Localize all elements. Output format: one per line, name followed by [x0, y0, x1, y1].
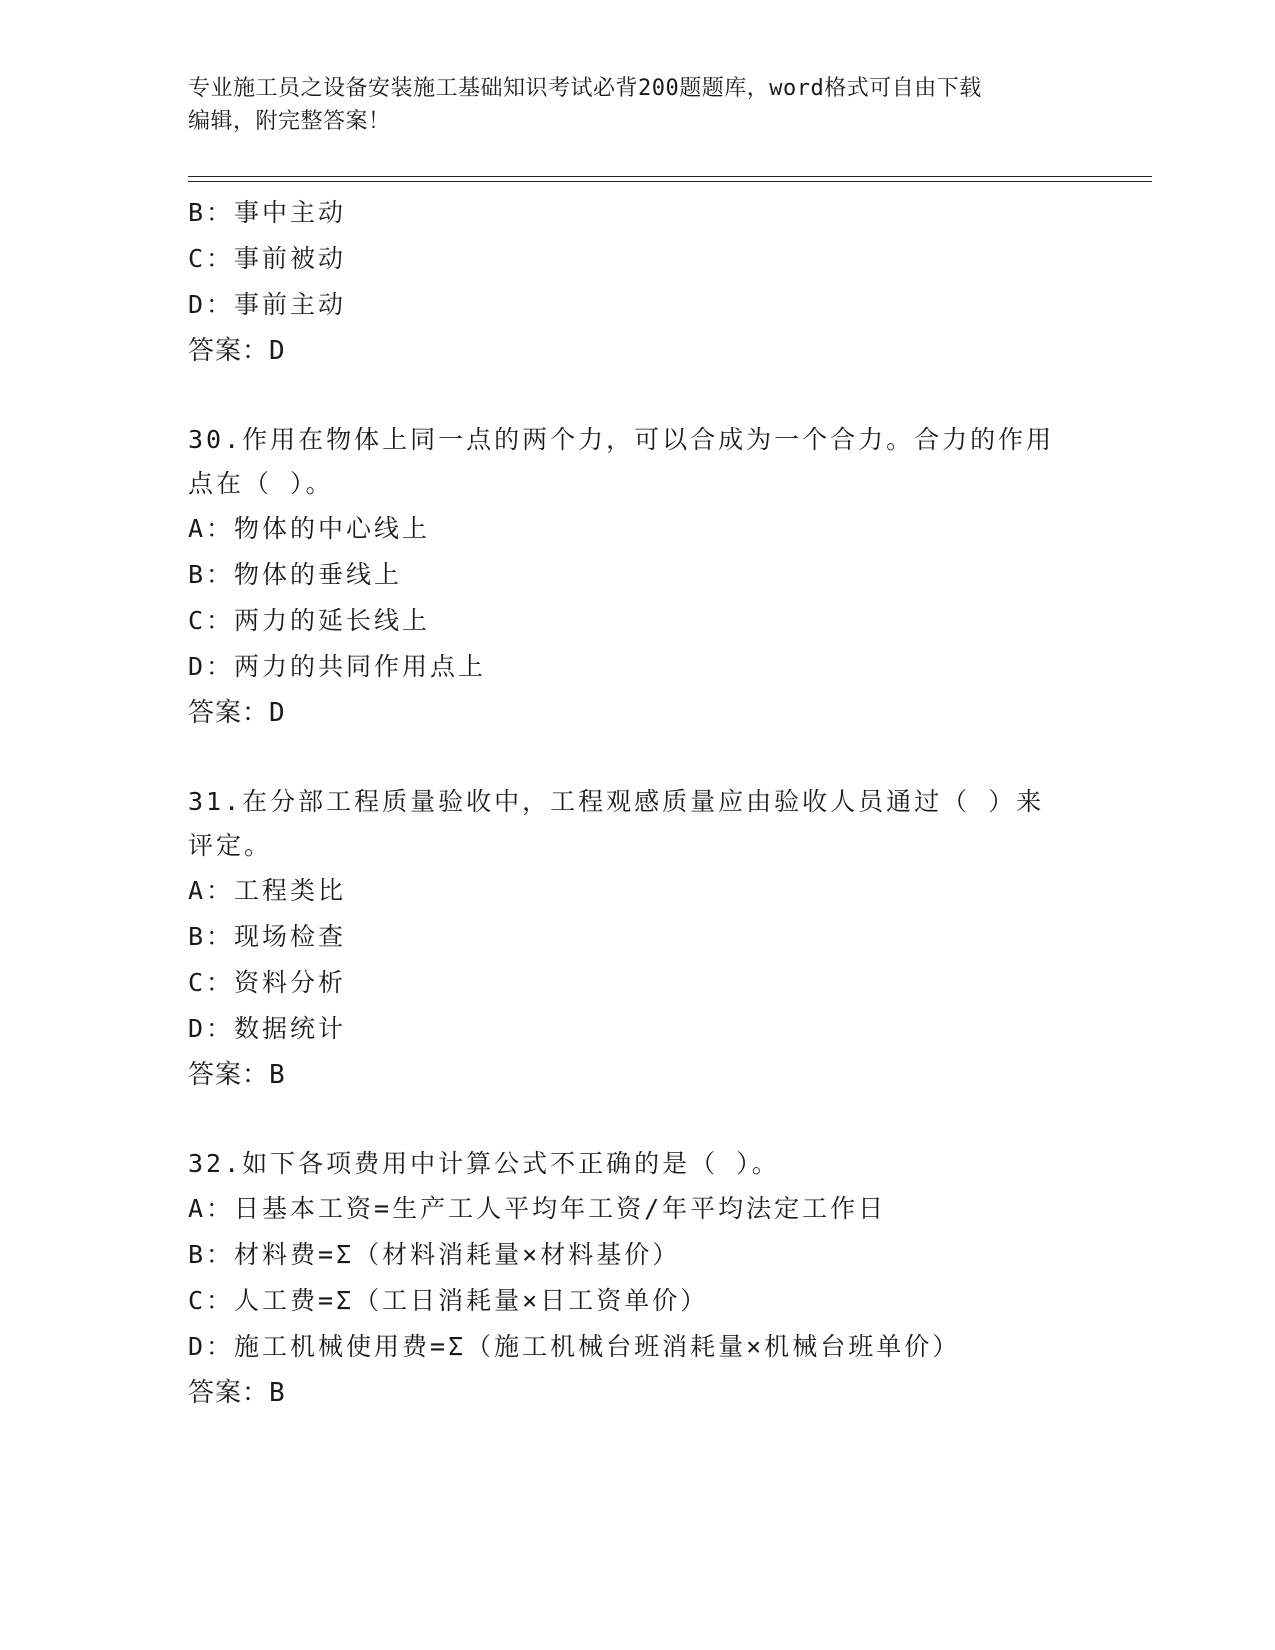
option-c: C：人工费=Σ（工日消耗量×日工资单价） — [188, 1286, 709, 1315]
question-text-line-2: 点在（ ）。 — [188, 469, 334, 498]
option-b: B：物体的垂线上 — [188, 560, 403, 589]
question-31 — [188, 780, 1088, 1098]
option-d: D：两力的共同作用点上 — [188, 652, 487, 681]
option-a: A：物体的中心线上 — [188, 514, 431, 543]
option-a: A：日基本工资=生产工人平均年工资/年平均法定工作日 — [188, 1194, 887, 1223]
answer: 答案：B — [188, 1060, 286, 1090]
option-a: A：工程类比 — [188, 876, 347, 905]
option-c: C：两力的延长线上 — [188, 606, 431, 635]
option-b: B：事中主动 — [188, 198, 347, 227]
spacer — [188, 736, 1088, 780]
header-divider-top — [188, 176, 1152, 177]
spacer — [188, 374, 1088, 418]
question-29-continued — [188, 190, 1088, 374]
answer: 答案：D — [188, 336, 286, 366]
answer: 答案：B — [188, 1378, 286, 1408]
header-line-2: 编辑，附完整答案！ — [188, 109, 391, 134]
option-c: C：资料分析 — [188, 968, 347, 997]
question-text-line-1: 32.如下各项费用中计算公式不正确的是（ ）。 — [188, 1149, 780, 1178]
option-d: D：数据统计 — [188, 1014, 347, 1043]
question-30 — [188, 418, 1088, 736]
option-b: B：材料费=Σ（材料消耗量×材料基价） — [188, 1240, 681, 1269]
document-header — [188, 72, 1088, 138]
header-divider-bottom — [188, 181, 1152, 182]
option-d: D：施工机械使用费=Σ（施工机械台班消耗量×机械台班单价） — [188, 1332, 961, 1361]
question-text-line-2: 评定。 — [188, 831, 273, 860]
option-d: D：事前主动 — [188, 290, 347, 319]
question-text-line-1: 31.在分部工程质量验收中，工程观感质量应由验收人员通过（ ）来 — [188, 787, 1045, 816]
option-b: B：现场检查 — [188, 922, 347, 951]
header-line-1: 专业施工员之设备安装施工基础知识考试必背200题题库，word格式可自由下载 — [188, 76, 982, 101]
question-32 — [188, 1142, 1088, 1416]
answer: 答案：D — [188, 698, 286, 728]
question-list — [188, 190, 1088, 1416]
spacer — [188, 1098, 1088, 1142]
option-c: C：事前被动 — [188, 244, 347, 273]
question-text-line-1: 30.作用在物体上同一点的两个力，可以合成为一个合力。合力的作用 — [188, 425, 1055, 454]
